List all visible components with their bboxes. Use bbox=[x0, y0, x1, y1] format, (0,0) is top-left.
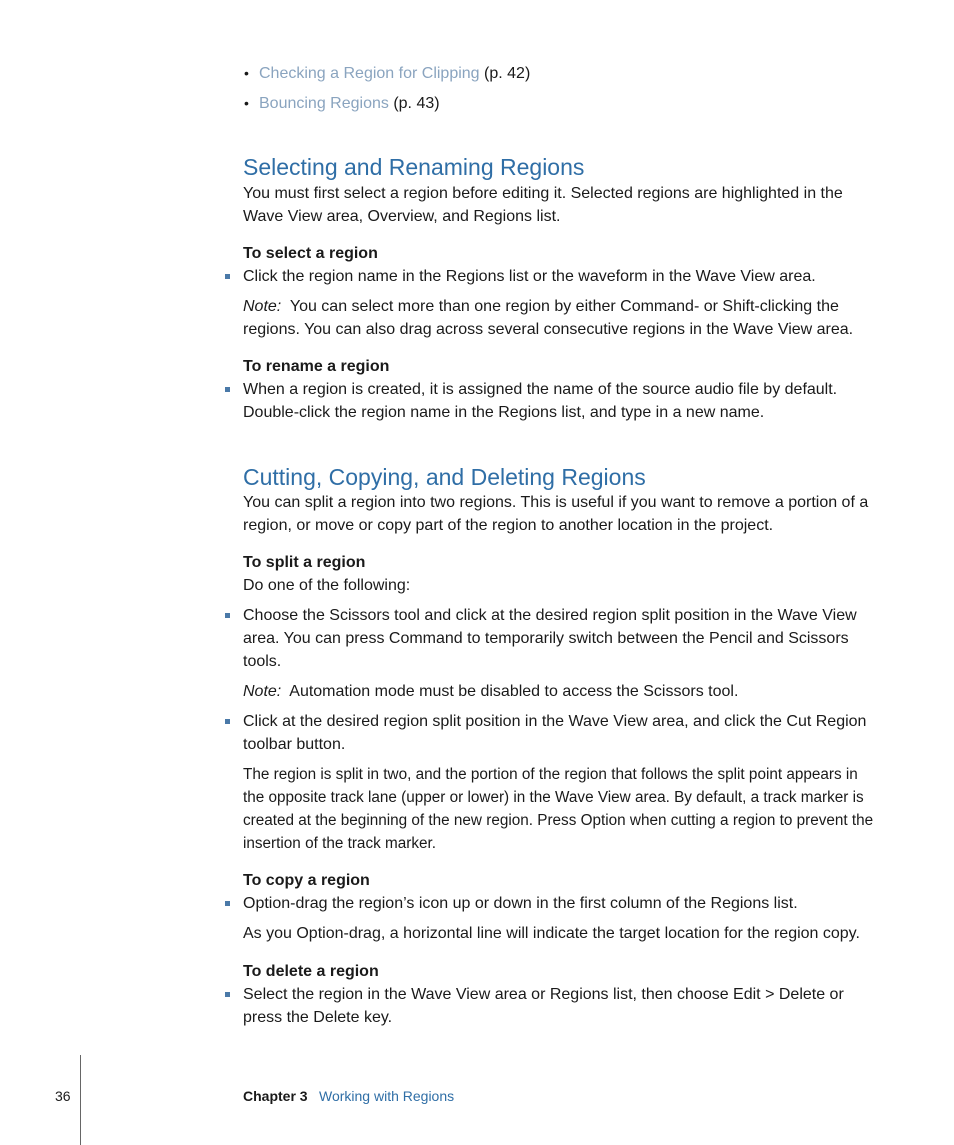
step-split-cut-button: Click at the desired region split position in the Wave View area, and click the Cut Region toolbar button. bbox=[243, 713, 867, 753]
split-explanation: The region is split in two, and the portion of the region that follows the split point appears in the opposite track lane (upper or lower) in the Wave View area. By default, a track marker is created at the beginning of the new region. Press Option when cutting a region to prevent the insertion of the track marker. bbox=[243, 766, 874, 852]
bullet-square-icon bbox=[225, 901, 230, 906]
note-text: Automation mode must be disabled to access the Scissors tool. bbox=[289, 683, 739, 700]
bullet-dot: • bbox=[244, 95, 249, 111]
step-split-scissors: Choose the Scissors tool and click at the desired region split position in the Wave View area. You can press Command to temporarily switch between the Pencil and Scissors tools. bbox=[243, 607, 857, 670]
bullet-square-icon bbox=[225, 613, 230, 618]
footer-chapter-title[interactable]: Working with Regions bbox=[319, 1088, 455, 1104]
section-heading-cutting: Cutting, Copying, and Deleting Regions bbox=[243, 464, 646, 490]
cross-ref-bouncing bbox=[259, 92, 440, 115]
page-ref: (p. 42) bbox=[479, 65, 531, 82]
bullet-square-icon bbox=[225, 992, 230, 997]
split-lead: Do one of the following: bbox=[243, 577, 411, 594]
procedure-title-select: To select a region bbox=[243, 245, 378, 262]
page-ref: (p. 43) bbox=[388, 95, 440, 112]
cross-ref-clipping bbox=[259, 62, 530, 85]
footer-chapter: Chapter 3 bbox=[243, 1088, 308, 1104]
procedure-title-rename: To rename a region bbox=[243, 358, 390, 375]
step-select-region: Click the region name in the Regions list or the waveform in the Wave View area. bbox=[243, 268, 816, 285]
step-rename-region: When a region is created, it is assigned the name of the source audio file by default. Double-click the region name in the Regions list, and type in a new name. bbox=[243, 381, 838, 421]
step-delete-region: Select the region in the Wave View area or Regions list, then choose Edit > Delete or press the Delete key. bbox=[243, 986, 844, 1026]
note-label: Note: bbox=[243, 683, 282, 700]
copy-explanation: As you Option-drag, a horizontal line will indicate the target location for the region copy. bbox=[243, 925, 860, 942]
procedure-title-split: To split a region bbox=[243, 554, 366, 571]
procedure-title-copy: To copy a region bbox=[243, 872, 370, 889]
note-automation bbox=[243, 680, 873, 703]
procedure-title-delete: To delete a region bbox=[243, 963, 379, 980]
bullet-square-icon bbox=[225, 274, 230, 279]
footer-divider bbox=[80, 1055, 81, 1145]
step-copy-region: Option-drag the region’s icon up or down in the first column of the Regions list. bbox=[243, 895, 798, 912]
page-number: 36 bbox=[55, 1088, 71, 1104]
note-label: Note: bbox=[243, 298, 282, 315]
bullet-square-icon bbox=[225, 719, 230, 724]
link-bouncing-regions[interactable]: Bouncing Regions bbox=[259, 95, 389, 112]
bullet-dot: • bbox=[244, 65, 249, 81]
note-select bbox=[243, 295, 873, 341]
section-heading-selecting: Selecting and Renaming Regions bbox=[243, 154, 585, 180]
section2-intro: You can split a region into two regions. This is useful if you want to remove a portion of a region, or move or copy part of the region to another location in the project. bbox=[243, 494, 869, 534]
note-text: You can select more than one region by either Command- or Shift-clicking the regions. You can also drag across several consecutive regions in the Wave View area. bbox=[243, 298, 854, 338]
link-checking-clipping[interactable]: Checking a Region for Clipping bbox=[259, 65, 480, 82]
bullet-square-icon bbox=[225, 387, 230, 392]
section1-intro: You must first select a region before editing it. Selected regions are highlighted in the Wave View area, Overview, and Regions list. bbox=[243, 185, 843, 225]
